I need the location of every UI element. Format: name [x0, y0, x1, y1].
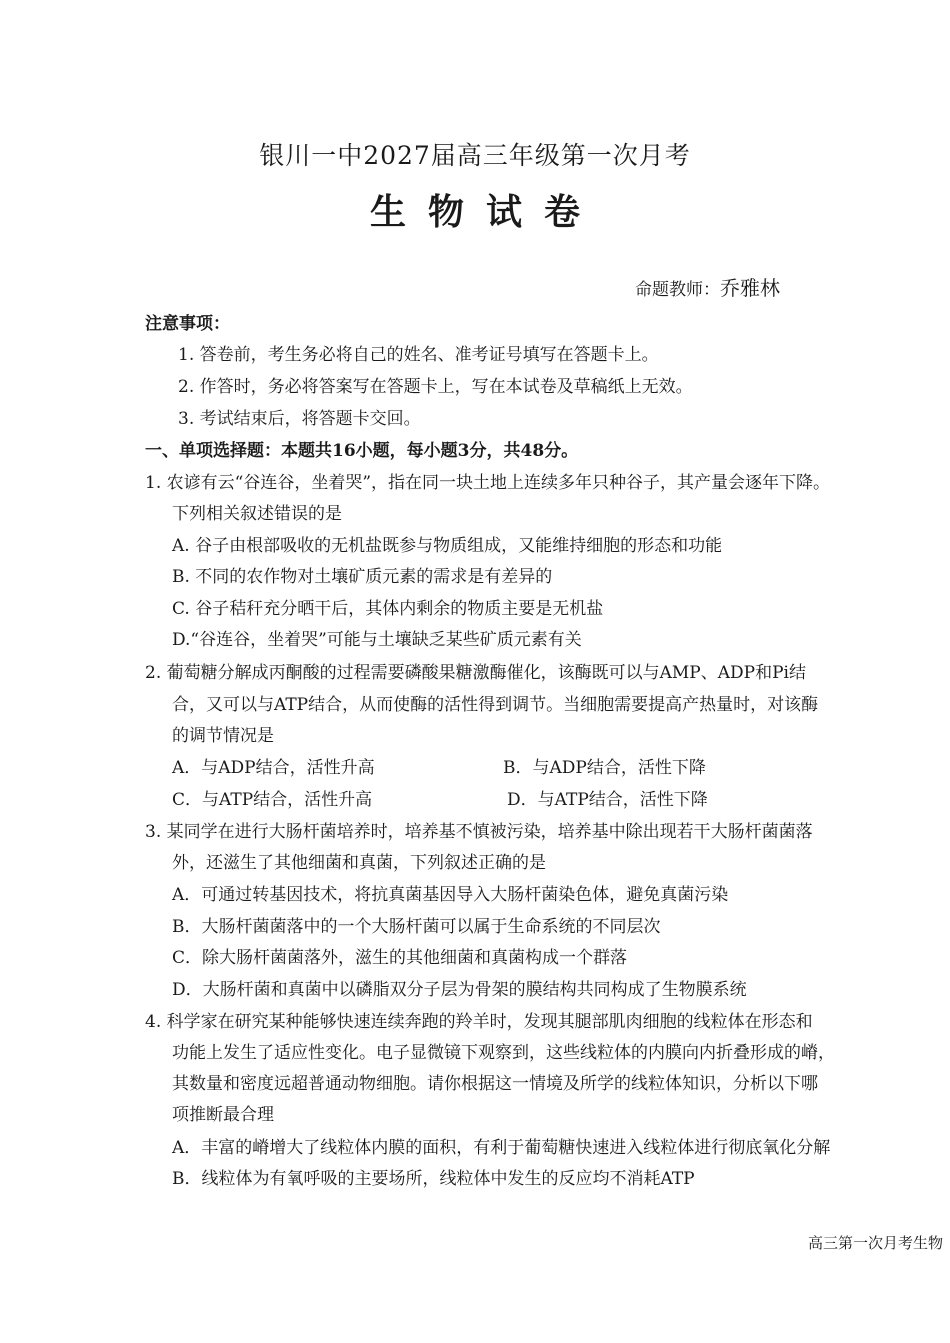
- page-footer: 高三第一次月考生物: [808, 1234, 944, 1252]
- option: A．与ADP结合，活性升高: [172, 758, 375, 778]
- option: D.“谷连谷，坐着哭”可能与土壤缺乏某些矿质元素有关: [172, 630, 582, 650]
- question-stem: 的调节情况是: [172, 726, 274, 746]
- option: D．大肠杆菌和真菌中以磷脂双分子层为骨架的膜结构共同构成了生物膜系统: [172, 980, 747, 1000]
- option: B．大肠杆菌菌落中的一个大肠杆菌可以属于生命系统的不同层次: [172, 917, 661, 937]
- question-stem: 外，还滋生了其他细菌和真菌，下列叙述正确的是: [172, 853, 546, 873]
- section-heading: 一、单项选择题：本题共16小题，每小题3分，共48分。: [145, 441, 579, 461]
- option: C．与ATP结合，活性升高: [172, 790, 373, 810]
- notice-title: 注意事项：: [145, 314, 230, 334]
- option: B．与ADP结合，活性下降: [503, 758, 706, 778]
- question-stem: 合，又可以与ATP结合，从而使酶的活性得到调节。当细胞需要提高产热量时，对该酶: [172, 695, 819, 715]
- exam-title: 银川一中2027届高三年级第一次月考: [259, 141, 691, 170]
- question-stem: 项推断最合理: [172, 1105, 274, 1125]
- author-line: [635, 272, 780, 301]
- notice-item: 3. 考试结束后，将答题卡交回。: [178, 409, 421, 429]
- question-stem: 2. 葡萄糖分解成丙酮酸的过程需要磷酸果糖激酶催化，该酶既可以与AMP、ADP和Pi结: [145, 663, 806, 683]
- question-stem: 下列相关叙述错误的是: [172, 504, 342, 524]
- question-stem: 其数量和密度远超普通动物细胞。请你根据这一情境及所学的线粒体知识，分析以下哪: [172, 1074, 818, 1094]
- option: D．与ATP结合，活性下降: [507, 790, 708, 810]
- question-stem: 3. 某同学在进行大肠杆菌培养时，培养基不慎被污染，培养基中除出现若干大肠杆菌菌落: [145, 822, 813, 842]
- question-stem: 功能上发生了适应性变化。电子显微镜下观察到，这些线粒体的内膜向内折叠形成的嵴，: [172, 1043, 835, 1063]
- option: A. 谷子由根部吸收的无机盐既参与物质组成，又能维持细胞的形态和功能: [172, 536, 723, 556]
- option: C. 谷子秸秆充分晒干后，其体内剩余的物质主要是无机盐: [172, 599, 604, 619]
- subject-title: 生物试卷: [369, 191, 602, 233]
- option: B．线粒体为有氧呼吸的主要场所，线粒体中发生的反应均不消耗ATP: [172, 1169, 695, 1189]
- option: C．除大肠杆菌菌落外，滋生的其他细菌和真菌构成一个群落: [172, 948, 628, 968]
- notice-item: 2. 作答时，务必将答案写在答题卡上，写在本试卷及草稿纸上无效。: [178, 377, 693, 397]
- option: B. 不同的农作物对土壤矿质元素的需求是有差异的: [172, 567, 553, 587]
- option: A．可通过转基因技术，将抗真菌基因导入大肠杆菌染色体，避免真菌污染: [172, 885, 729, 905]
- question-stem: 1. 农谚有云“谷连谷，坐着哭”，指在同一块土地上连续多年只种谷子，其产量会逐年下降。: [145, 473, 831, 493]
- author-name: 乔雅林: [720, 276, 780, 300]
- author-label: 命题教师：: [635, 280, 720, 300]
- option: A．丰富的嵴增大了线粒体内膜的面积，有利于葡萄糖快速进入线粒体进行彻底氧化分解: [172, 1138, 831, 1158]
- question-stem: 4. 科学家在研究某种能够快速连续奔跑的羚羊时，发现其腿部肌肉细胞的线粒体在形态和: [145, 1012, 813, 1032]
- notice-item: 1. 答卷前，考生务必将自己的姓名、准考证号填写在答题卡上。: [178, 345, 659, 365]
